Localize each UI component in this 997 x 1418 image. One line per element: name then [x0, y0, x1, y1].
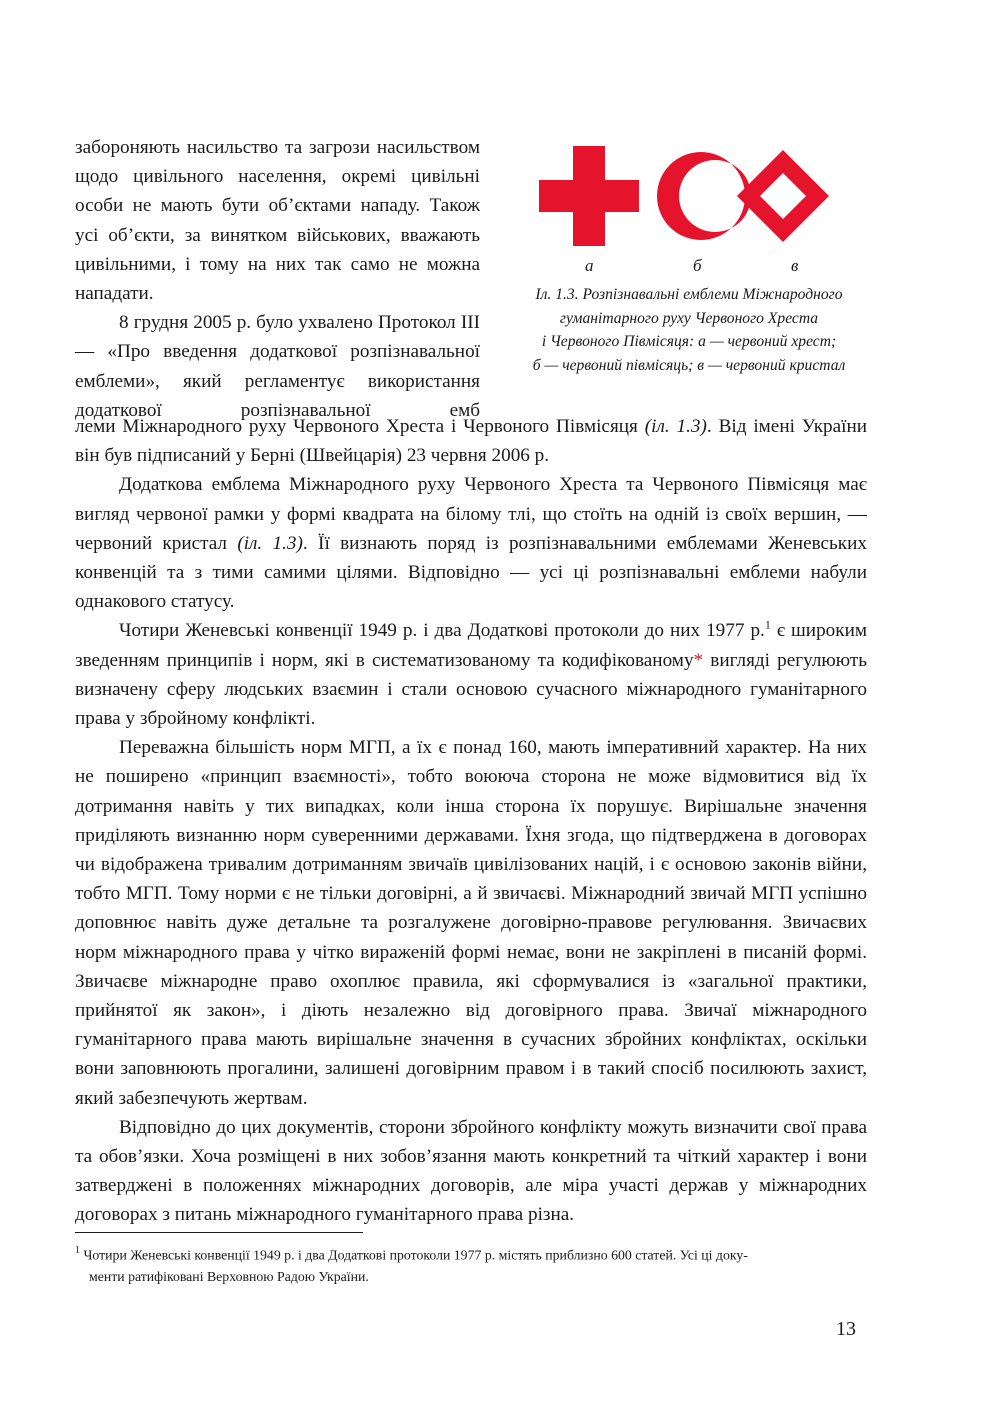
footnote-divider — [75, 1232, 363, 1233]
paragraph-red-crystal — [75, 470, 867, 616]
paragraph-protocol-iii-start: 8 грудня 2005 р. було ухвалено Протокол III — «Про введення додаткової розпізнавальної емблеми», який регламентує використання додаткової розпізнавальної емб — [75, 312, 480, 421]
text-run: Додаткова емблема Міжнародного руху Червоного Хреста та Червоного Півмісяця має вигляд червоної рамки у формі квадрата на білому тлі, що стоїть на одній із своїх вершин, — червоний кристал — [75, 474, 867, 554]
caption-line: гуманітарного руху Червоного Хреста — [559, 309, 819, 327]
footnote — [75, 1241, 867, 1287]
text-run: Чотири Женевські конвенції 1949 р. і два Додаткові протоколи до них 1977 р. — [119, 620, 765, 642]
red-cross-emblem — [539, 146, 639, 246]
caption-line: і Червоного Півмісяця: а — червоний хрест; — [541, 333, 837, 350]
paragraph-imperative-norms: Переважна більшість норм МГП, а їх є понад 160, мають імперативний характер. На них не поширено «принцип взаємності», тобто воююча сторона не може відмовитися від їх дотримання навіть у тих випадках, коли інша сторона їх порушує. Вирішальне значення приділяють визнанню норм суверенними державами. Їхня згода, що підтверджена в договорах чи відображена тривалим дотриманням звичаїв цивілізованих націй, і є основою законів війни, тобто МГП. Тому норми є не тільки договірні, а й звичаєві. Міжнародний звичай МГП успішно доповнює навіть дуже детальне та розгалужене договірно-правове регулювання. Звичаєвих норм міжнародного права у чітко вираженій формі немає, вони не закріплені в писаній формі. Звичаєве міжнародне право охоплює правила, які сформувалися із «загальної практики, прийнятої як закон», і діють незалежно від договірного права. Звичаї міжнародного гуманітарного права мають вирішальне значення в сучасних збройних конфліктах, оскільки вони заповнюють прогалини, залишені договірним правом і в такий спосіб посилюють захист, який забезпечують жертвам. — [75, 737, 867, 1109]
glossary-asterisk[interactable]: * — [693, 649, 704, 671]
letter-v: в — [791, 256, 799, 275]
main-text — [75, 412, 867, 1230]
text-run: вигляді регулюють визначену сферу людських взаємин і стали основою сучасного міжнародного гуманітарного права у збройному конфлікті. — [75, 649, 867, 730]
footnote-reference[interactable]: 1 — [764, 618, 771, 633]
caption-line: б — червоний півмісяць; в — червоний кристал — [532, 356, 846, 374]
caption-line: Іл. 1.3. Розпізнавальні емблеми Міжнародного — [535, 286, 843, 303]
paragraph-protocol-iii-end — [75, 412, 867, 470]
text-run: . Її визнають поряд із розпізнавальними емблемами Женевських конвенцій та з тими самими цілями. Відповідно — усі ці розпізнавальні емблеми набули однакового статусу. — [75, 532, 867, 613]
red-crescent-emblem — [657, 152, 751, 240]
footnote-text: Чотири Женевські конвенції 1949 р. і два Додаткові протоколи 1977 р. містять приблизно 600 статей. Усі ці доку- — [83, 1247, 748, 1263]
footnote-mark: 1 — [75, 1245, 80, 1256]
left-column-text — [75, 133, 480, 425]
text-run: . Від імені України він був підписаний у Берні (Швейцарія) 23 червня 2006 р. — [75, 416, 867, 467]
figure-caption — [505, 283, 873, 377]
paragraph-rights-obligations: Відповідно до цих документів, сторони збройного конфлікту можуть визначити свої права та обов’язки. Хоча розміщені в них зобов’язання мають конкретний та чіткий характер і вони затверджені в положеннях міжнародних договорів, але міра участі держав у міжнародних договорах з питань міжнародного гуманітарного права різна. — [75, 1116, 867, 1226]
paragraph-civilian-protection: забороняють насильство та загрози насильством щодо цивільного населення, окремі цивільні особи не мають бути об’єктами нападу. Також усі об’єкти, за винятком військових, вважають цивільними, і тому на них так само не можна нападати. — [75, 137, 480, 305]
red-crystal-emblem — [737, 150, 829, 242]
figure-reference: (іл. 1.3) — [644, 416, 707, 437]
letter-b: б — [693, 256, 702, 275]
footnote-line — [75, 1241, 867, 1266]
figure-reference: (іл. 1.3) — [237, 532, 303, 554]
paragraph-geneva-conventions — [75, 616, 867, 733]
text-run: леми Міжнародного руху Червоного Хреста і Червоного Півмісяця — [75, 416, 645, 437]
letter-a: а — [585, 256, 594, 275]
text-run: є широким зведенням принципів і норм, які в систематизованому та кодифікованому — [75, 620, 867, 671]
page-number: 13 — [836, 1318, 856, 1340]
footnote-line: менти ратифіковані Верховною Радою України. — [89, 1268, 369, 1284]
emblems-image — [539, 140, 839, 252]
emblem-letters — [505, 256, 873, 280]
